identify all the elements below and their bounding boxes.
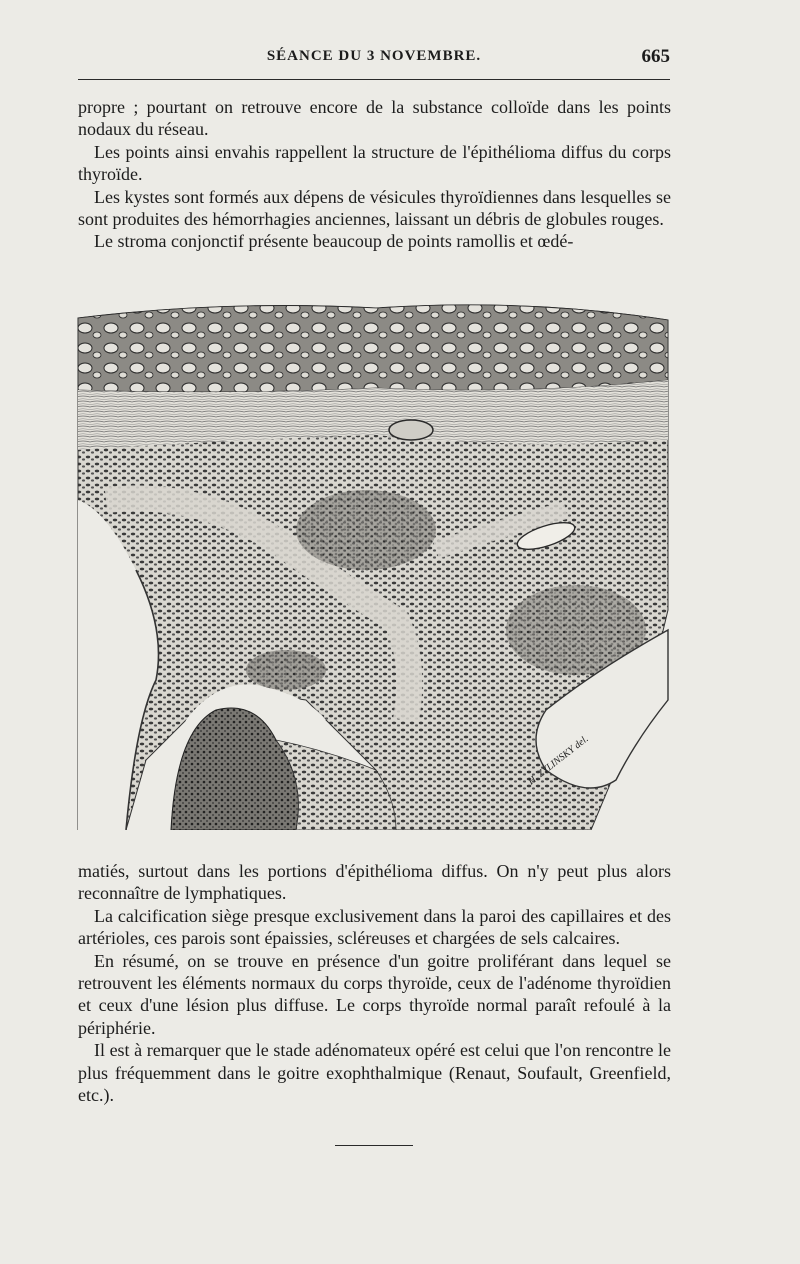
- page-number: 665: [641, 46, 670, 67]
- paragraph: Le stroma conjonctif présente beaucoup de points ramollis et œdé-: [94, 231, 574, 252]
- paragraph: En résumé, on se trouve en présence d'un goitre proliférant dans lequel se retrouvent les éléments normaux du corps thyroïde, ceux de l'adénome thyroïdien et ceux d'une lésion plus diffuse. Le corps thyroïde normal paraît refoulé à la périphérie.: [78, 950, 671, 1038]
- header-rule: [78, 79, 670, 80]
- paragraph: Les kystes sont formés aux dépens de vésicules thyroïdiennes dans lesquelles se sont produites des hémorrhagies anciennes, laissant un débris de globules rouges.: [78, 186, 671, 230]
- artist-signature: H. ZYLINSKY del.: [526, 733, 591, 788]
- section-end-rule: [335, 1145, 413, 1146]
- running-header: [78, 44, 670, 72]
- paragraph: propre ; pourtant on retrouve encore de la substance colloïde dans les points nodaux du réseau.: [78, 97, 671, 140]
- header-title: SÉANCE DU 3 NOVEMBRE.: [266, 48, 482, 64]
- histology-illustration: [76, 300, 670, 830]
- body-text-bottom: [78, 860, 671, 1106]
- paragraph: Il est à remarquer que le stade adénomateux opéré est celui que l'on rencontre le plus fréquemment dans le goitre exophthalmique (Renaut, Soufault, Greenfield, etc.).: [78, 1040, 671, 1106]
- paragraph: matiés, surtout dans les portions d'épithélioma diffus. On n'y peut plus alors reconnaître de lymphatiques.: [78, 861, 671, 904]
- body-text-top: [78, 96, 671, 253]
- paragraph: Les points ainsi envahis rappellent la structure de l'épithélioma diffus du corps thyroïde.: [78, 141, 671, 185]
- paragraph: La calcification siège presque exclusivement dans la paroi des capillaires et des artérioles, ces parois sont épaissies, scléreuses et chargées de sels calcaires.: [78, 905, 671, 949]
